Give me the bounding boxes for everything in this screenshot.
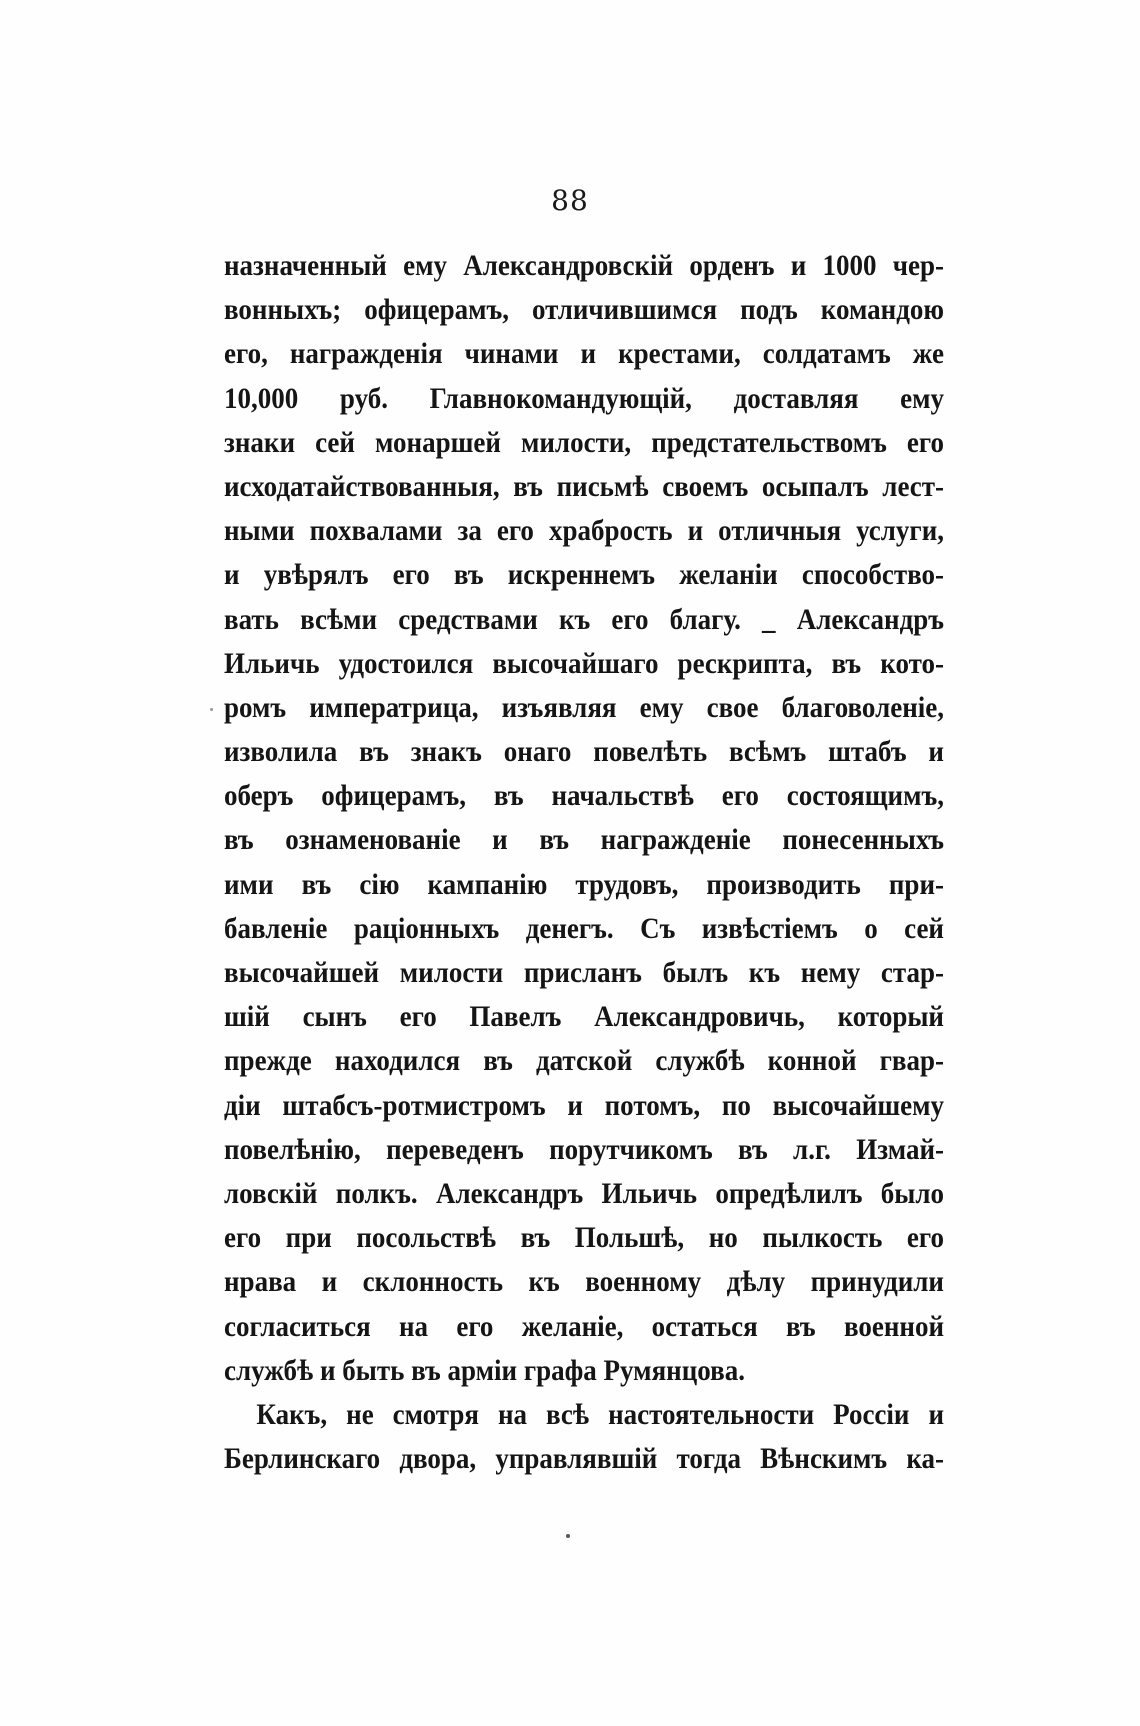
- text-line: Ильичь удостоился высочайшаго рескрипта, въ кото-: [224, 646, 944, 680]
- text-line: вать всѣми средствами къ его благу. _ Александръ: [224, 602, 944, 636]
- text-line: высочайшей милости присланъ былъ къ нему стар-: [224, 956, 944, 989]
- text-line: бавленіе раціонныхъ денегъ. Съ извѣстіемъ о сей: [224, 911, 944, 945]
- body-text: [224, 244, 944, 1481]
- text-line: 10,000 руб. Главнокомандующій, доставляя ему: [224, 381, 944, 415]
- text-line: исходатайствованныя, въ письмѣ своемъ осыпалъ лест-: [224, 469, 944, 503]
- ink-speck: [566, 1534, 570, 1538]
- text-line: ими въ сію кампанію трудовъ, производить при-: [224, 867, 944, 901]
- text-line: въ ознаменованіе и въ награжденіе понесенныхъ: [224, 823, 944, 857]
- text-line: прежде находился въ датской службѣ конной гвар-: [224, 1044, 944, 1078]
- text-line: оберъ офицерамъ, въ начальствѣ его состоящимъ,: [224, 779, 944, 813]
- text-line: повелѣнію, переведенъ порутчикомъ въ л.г. Измай-: [224, 1132, 944, 1166]
- text-line: діи штабсъ-ротмистромъ и потомъ, по высочайшему: [224, 1088, 944, 1122]
- text-line: нрава и склонность къ военному дѣлу принудили: [224, 1265, 944, 1299]
- text-line: шій сынъ его Павелъ Александровичь, который: [224, 1000, 944, 1034]
- text-line: изволила въ знакъ онаго повелѣть всѣмъ штабъ и: [224, 735, 944, 769]
- text-line: вонныхъ; офицерамъ, отличившимся подъ командою: [224, 293, 944, 327]
- text-line: Берлинскаго двора, управлявшій тогда Вѣнскимъ ка-: [224, 1442, 944, 1476]
- text-line: согласиться на его желаніе, остаться въ военной: [224, 1309, 944, 1343]
- paragraph-start-line: Какъ, не смотря на всѣ настоятельности Россіи и: [256, 1397, 944, 1431]
- text-line: назначенный ему Александровскій орденъ и 1000 чер-: [224, 249, 944, 282]
- text-line: ловскій полкъ. Александръ Ильичь опредѣлилъ было: [224, 1176, 944, 1210]
- text-line: и увѣрялъ его въ искреннемъ желаніи способство-: [224, 558, 944, 592]
- text-line: ромъ императрица, изъявляя ему свое благоволеніе,: [224, 690, 944, 724]
- ink-speck: [210, 708, 213, 711]
- text-line: его при посольствѣ въ Польшѣ, но пылкость его: [224, 1221, 944, 1255]
- page-number: 88: [551, 184, 589, 217]
- text-line: ными похвалами за его храбрость и отличныя услуги,: [224, 514, 944, 548]
- text-line: его, награжденія чинами и крестами, солдатамъ же: [224, 337, 944, 371]
- paragraph-end-line: службѣ и быть въ арміи графа Румянцова.: [224, 1353, 745, 1387]
- text-line: знаки сей монаршей милости, предстательствомъ его: [224, 425, 944, 459]
